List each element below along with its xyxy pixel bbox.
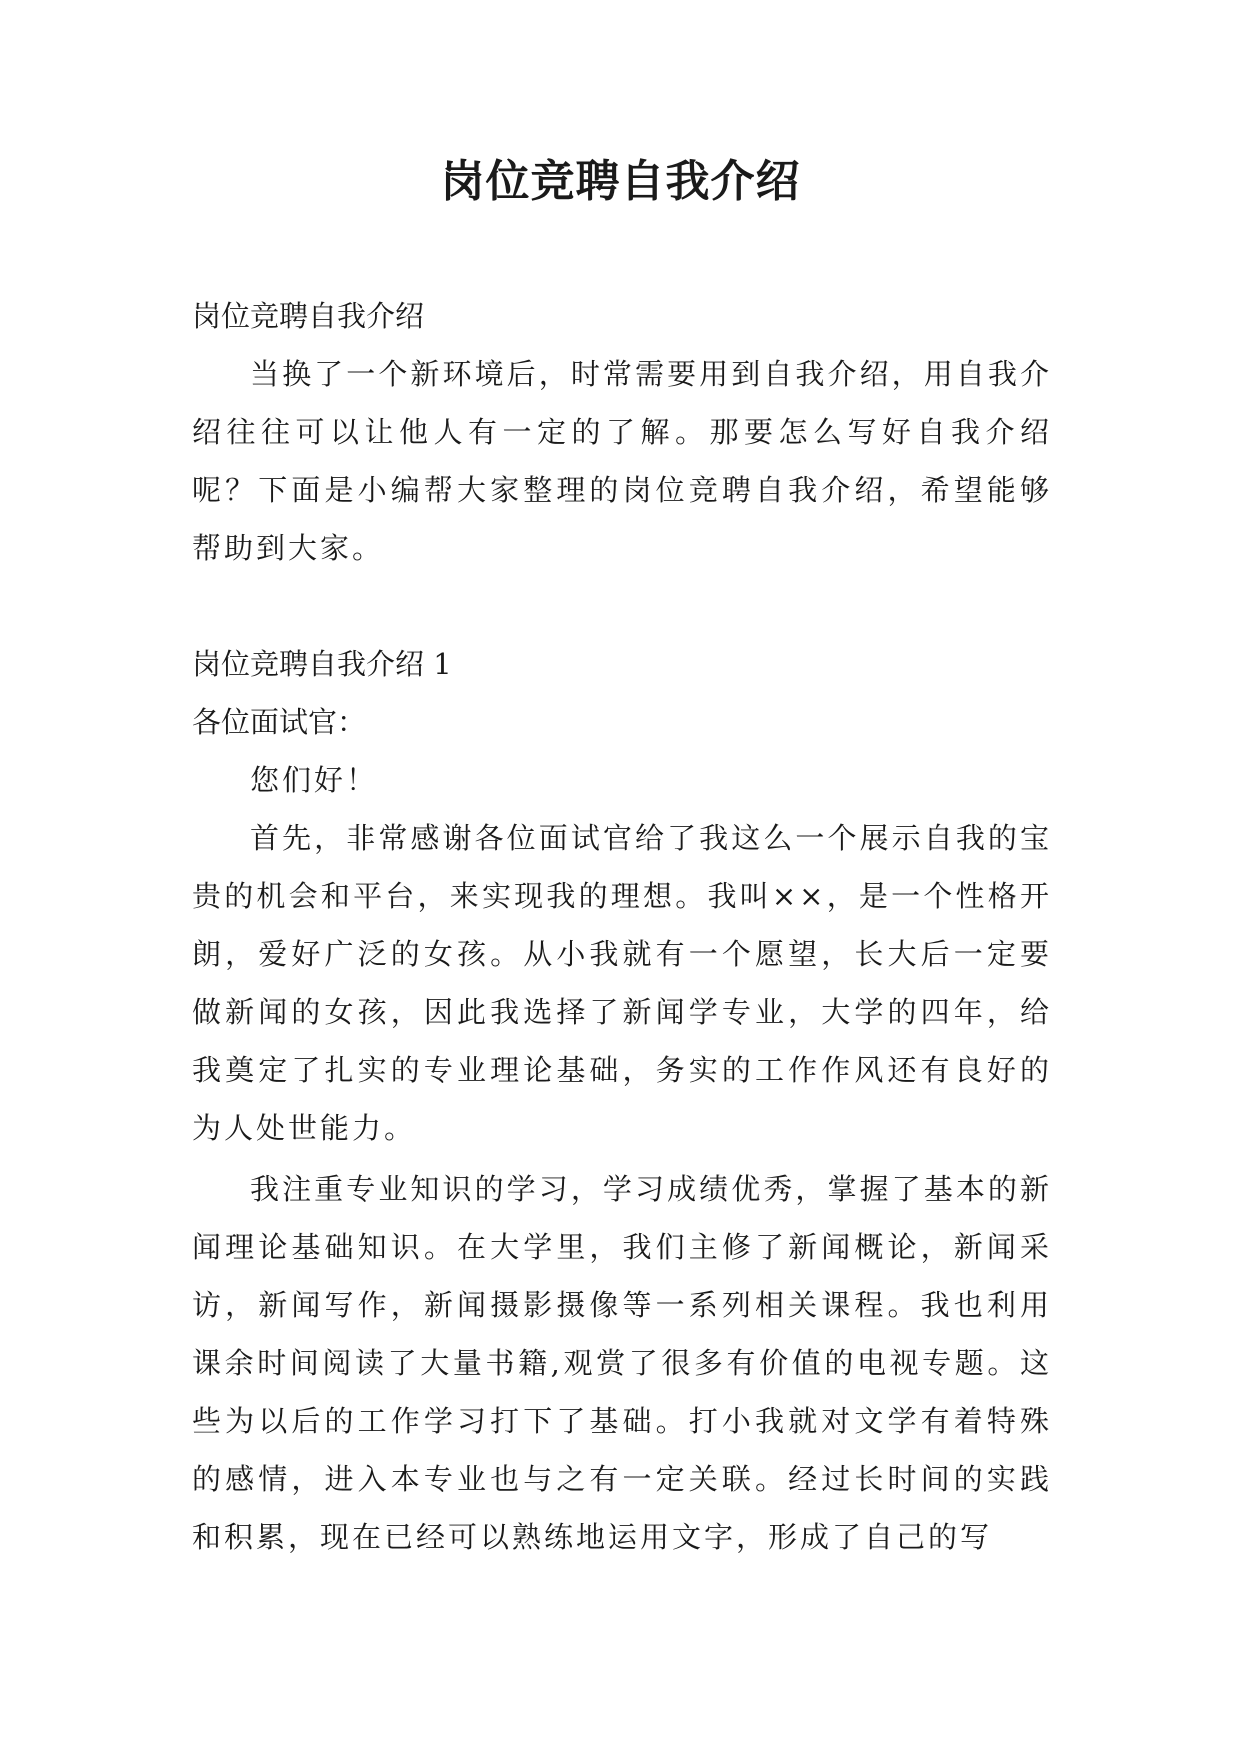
blank-line: [192, 577, 1052, 635]
subtitle: 岗位竞聘自我介绍: [192, 299, 425, 333]
body-paragraph: 我注重专业知识的学习，学习成绩优秀，掌握了基本的新闻理论基础知识。在大学里，我们主修了新闻概论，新闻采访，新闻写作，新闻摄影摄像等一系列相关课程。我也利用课余时间阅读了大量书籍,观赏了很多有价值的电视专题。这些为以后的工作学习打下了基础。打小我就对文学有着特殊的感情，进入本专业也与之有一定关联。经过长时间的实践和积累，现在已经可以熟练地运用文字，形成了自己的写: [192, 1172, 1052, 1554]
body-paragraph: 首先，非常感谢各位面试官给了我这么一个展示自我的宝贵的机会和平台，来实现我的理想。我叫××，是一个性格开朗，爱好广泛的女孩。从小我就有一个愿望，长大后一定要做新闻的女孩，因此我选择了新闻学专业，大学的四年，给我奠定了扎实的专业理论基础，务实的工作作风还有良好的为人处世能力。: [192, 821, 1052, 1145]
section-heading: 岗位竞聘自我介绍 1: [192, 647, 452, 681]
salutation: 各位面试官：: [192, 705, 367, 739]
greeting: 您们好！: [250, 763, 379, 797]
intro-paragraph: 当换了一个新环境后，时常需要用到自我介绍，用自我介绍往往可以让他人有一定的了解。那要怎么写好自我介绍呢？下面是小编帮大家整理的岗位竞聘自我介绍，希望能够帮助到大家。: [192, 357, 1052, 565]
document-body: [192, 287, 1052, 1566]
document-title: 岗位竞聘自我介绍: [440, 156, 801, 207]
